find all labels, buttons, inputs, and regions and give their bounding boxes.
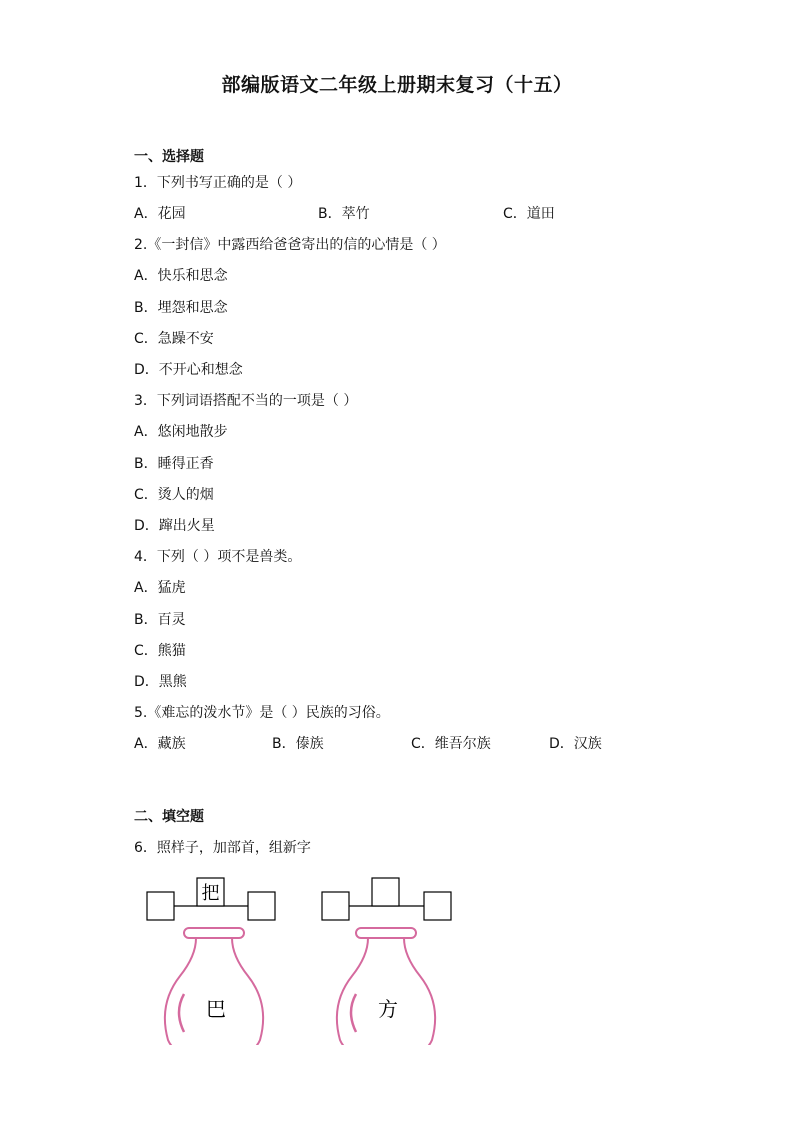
- example-char-1: 把: [201, 883, 220, 904]
- question-2-option-a: A．快乐和思念: [134, 268, 228, 284]
- question-3-option-b: B．睡得正香: [134, 456, 214, 472]
- question-1-option-b: B．萃竹: [318, 206, 370, 222]
- vase-char-2: 方: [378, 997, 398, 1021]
- vase-2: [337, 928, 435, 1045]
- vase-char-1: 巴: [206, 997, 226, 1021]
- vase-1: [165, 928, 263, 1045]
- question-5-option-b: B．傣族: [272, 736, 324, 752]
- section-heading-choice: 一、选择题: [134, 149, 204, 165]
- question-4-option-a: A．猛虎: [134, 580, 186, 596]
- question-5-option-d: D．汉族: [549, 736, 602, 752]
- answer-box-right-1[interactable]: [248, 892, 275, 920]
- question-3-stem: 3．下列词语搭配不当的一项是（ ）: [134, 393, 358, 409]
- question-5-option-c: C．维吾尔族: [411, 736, 491, 752]
- question-2-option-c: C．急躁不安: [134, 331, 214, 347]
- radical-vase-figure: [130, 870, 470, 1045]
- page-title: 部编版语文二年级上册期末复习（十五）: [221, 74, 573, 96]
- question-3-option-a: A．悠闲地散步: [134, 424, 228, 440]
- question-4-option-d: D．黑熊: [134, 674, 187, 690]
- section-heading-fill: 二、填空题: [134, 809, 204, 825]
- radical-group-2: [322, 878, 451, 1045]
- question-3-option-c: C．烫人的烟: [134, 487, 214, 503]
- question-1-stem: 1．下列书写正确的是（ ）: [134, 175, 302, 191]
- answer-box-top-2[interactable]: [372, 878, 399, 906]
- question-4-option-b: B．百灵: [134, 612, 186, 628]
- question-5-stem: 5.《难忘的泼水节》是（ ）民族的习俗。: [134, 705, 390, 721]
- question-1-option-a: A．花园: [134, 206, 186, 222]
- question-2-option-b: B．埋怨和思念: [134, 300, 228, 316]
- question-3-option-d: D．蹿出火星: [134, 518, 215, 534]
- answer-box-left-1[interactable]: [147, 892, 174, 920]
- question-5-option-a: A．藏族: [134, 736, 186, 752]
- answer-box-right-2[interactable]: [424, 892, 451, 920]
- question-1-option-c: C．道田: [503, 206, 555, 222]
- question-6-stem: 6．照样子，加部首，组新字: [134, 840, 311, 856]
- question-2-option-d: D．不开心和想念: [134, 362, 243, 378]
- radical-group-1: [147, 878, 275, 1045]
- question-2-stem: 2.《一封信》中露西给爸爸寄出的信的心情是（ ）: [134, 237, 446, 253]
- question-4-option-c: C．熊猫: [134, 643, 186, 659]
- question-4-stem: 4．下列（ ）项不是兽类。: [134, 549, 302, 565]
- answer-box-left-2[interactable]: [322, 892, 349, 920]
